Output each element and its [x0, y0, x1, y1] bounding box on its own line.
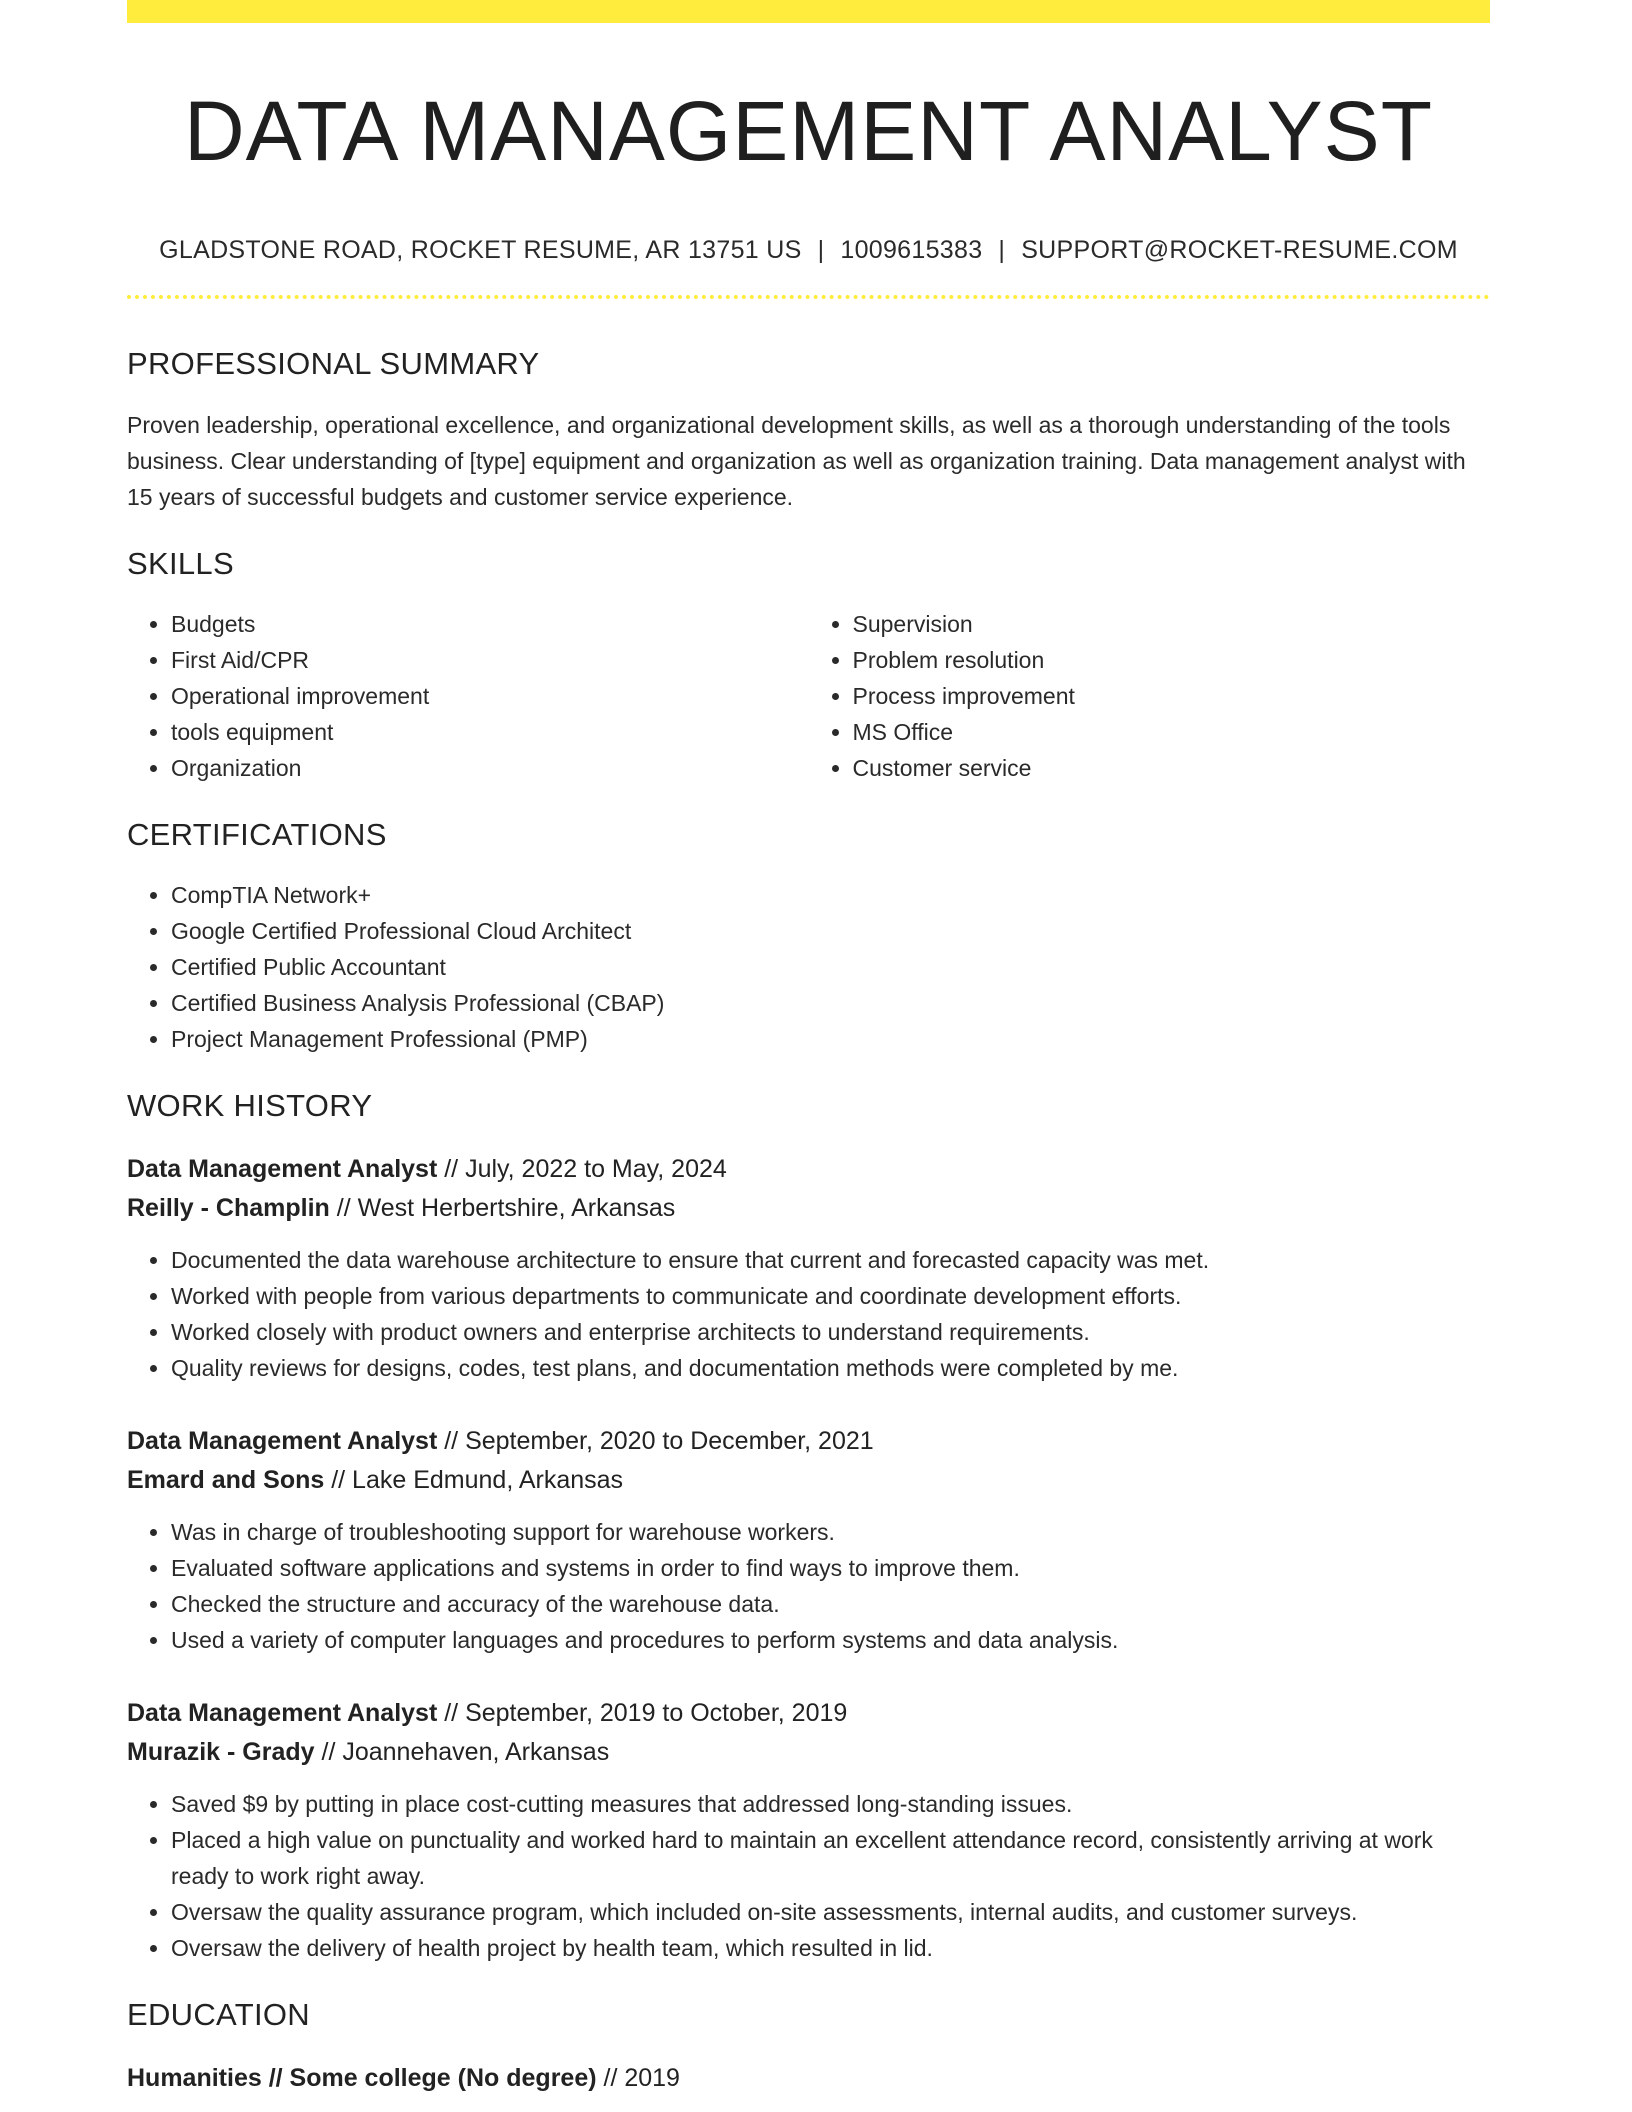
job-dates: // July, 2022 to May, 2024	[437, 1155, 727, 1184]
list-item: • Oversaw the quality assurance program, which included on-site assessments, internal audits, and customer surveys.	[171, 1894, 1490, 1930]
job-dates: // September, 2019 to October, 2019	[437, 1699, 848, 1728]
list-item: • tools equipment	[171, 714, 809, 750]
education-degree: Humanities // Some college (No degree)	[127, 2064, 597, 2093]
list-item: • MS Office	[853, 714, 1491, 750]
contact-line	[127, 235, 1490, 265]
job-company: Murazik - Grady	[127, 1738, 315, 1767]
job-location: // West Herbertshire, Arkansas	[329, 1194, 676, 1223]
list-item: • Saved $9 by putting in place cost-cutting measures that addressed long-standing issues.	[171, 1786, 1490, 1822]
list-item: • Used a variety of computer languages and procedures to perform systems and data analysis.	[171, 1622, 1490, 1658]
job-entry	[127, 1150, 1490, 1386]
list-item: • Placed a high value on punctuality and worked hard to maintain an excellent attendance record, consistently arriving at work ready to work right away.	[171, 1822, 1490, 1894]
list-item: • CompTIA Network+	[171, 877, 1490, 913]
work-history-heading: WORK HISTORY	[127, 1087, 373, 1123]
education-heading: EDUCATION	[127, 1997, 310, 2033]
job-role-line	[127, 1150, 1490, 1189]
list-item: • Checked the structure and accuracy of the warehouse data.	[171, 1586, 1490, 1622]
list-item: • Evaluated software applications and systems in order to find ways to improve them.	[171, 1550, 1490, 1586]
summary-text: Proven leadership, operational excellence, and organizational development skills, as well as a thorough understanding of the tools business. Clear understanding of [type] equipment and organization as well as organization training. Data management analyst with 15 years of successful budgets and customer service experience.	[127, 411, 1466, 510]
job-role: Data Management Analyst	[127, 1427, 438, 1456]
list-item: • Organization	[171, 750, 809, 786]
list-item: • Documented the data warehouse architecture to ensure that current and forecasted capacity was met.	[171, 1242, 1490, 1278]
skills-list-left	[127, 606, 809, 786]
dotted-divider	[127, 295, 1490, 299]
list-item: • Customer service	[853, 750, 1491, 786]
job-bullets	[127, 1242, 1490, 1386]
education-entry	[127, 2059, 1490, 2098]
list-item: • Supervision	[853, 606, 1491, 642]
job-entry	[127, 1694, 1490, 1966]
resume-content	[127, 23, 1490, 2098]
accent-top-bar	[127, 0, 1490, 23]
job-location: // Joannehaven, Arkansas	[314, 1738, 610, 1767]
list-item: • Problem resolution	[853, 642, 1491, 678]
job-role-line	[127, 1694, 1490, 1733]
list-item: • Google Certified Professional Cloud Architect	[171, 913, 1490, 949]
job-entry	[127, 1422, 1490, 1658]
certifications-list	[127, 877, 1490, 1057]
job-company: Reilly - Champlin	[127, 1194, 330, 1223]
job-company: Emard and Sons	[127, 1466, 325, 1495]
contact-separator: |	[817, 236, 825, 265]
job-role: Data Management Analyst	[127, 1699, 438, 1728]
candidate-title: DATA MANAGEMENT ANALYST	[183, 84, 1434, 178]
list-item: • Budgets	[171, 606, 809, 642]
skills-columns	[127, 606, 1490, 786]
list-item: • Worked closely with product owners and enterprise architects to understand requirements.	[171, 1314, 1490, 1350]
list-item: • Worked with people from various departments to communicate and coordinate development efforts.	[171, 1278, 1490, 1314]
list-item: • Project Management Professional (PMP)	[171, 1021, 1490, 1057]
summary-heading: PROFESSIONAL SUMMARY	[127, 346, 540, 382]
contact-address: GLADSTONE ROAD, ROCKET RESUME, AR 13751 US	[159, 236, 802, 265]
job-role: Data Management Analyst	[127, 1155, 438, 1184]
list-item: • Operational improvement	[171, 678, 809, 714]
list-item: • Certified Business Analysis Professional (CBAP)	[171, 985, 1490, 1021]
job-bullets	[127, 1786, 1490, 1966]
contact-phone: 1009615383	[840, 236, 983, 265]
contact-separator: |	[998, 236, 1006, 265]
job-company-line	[127, 1461, 1490, 1500]
job-bullets	[127, 1514, 1490, 1658]
skills-heading: SKILLS	[127, 545, 234, 581]
list-item: • First Aid/CPR	[171, 642, 809, 678]
certifications-heading: CERTIFICATIONS	[127, 816, 387, 852]
job-location: // Lake Edmund, Arkansas	[324, 1466, 624, 1495]
job-role-line	[127, 1422, 1490, 1461]
job-company-line	[127, 1189, 1490, 1228]
list-item: • Process improvement	[853, 678, 1491, 714]
job-dates: // September, 2020 to December, 2021	[437, 1427, 874, 1456]
job-company-line	[127, 1733, 1490, 1772]
list-item: • Certified Public Accountant	[171, 949, 1490, 985]
list-item: • Quality reviews for designs, codes, test plans, and documentation methods were completed by me.	[171, 1350, 1490, 1386]
skills-list-right	[809, 606, 1491, 786]
contact-email: SUPPORT@ROCKET-RESUME.COM	[1021, 236, 1458, 265]
education-year: // 2019	[596, 2064, 680, 2093]
list-item: • Was in charge of troubleshooting support for warehouse workers.	[171, 1514, 1490, 1550]
list-item: • Oversaw the delivery of health project by health team, which resulted in lid.	[171, 1930, 1490, 1966]
